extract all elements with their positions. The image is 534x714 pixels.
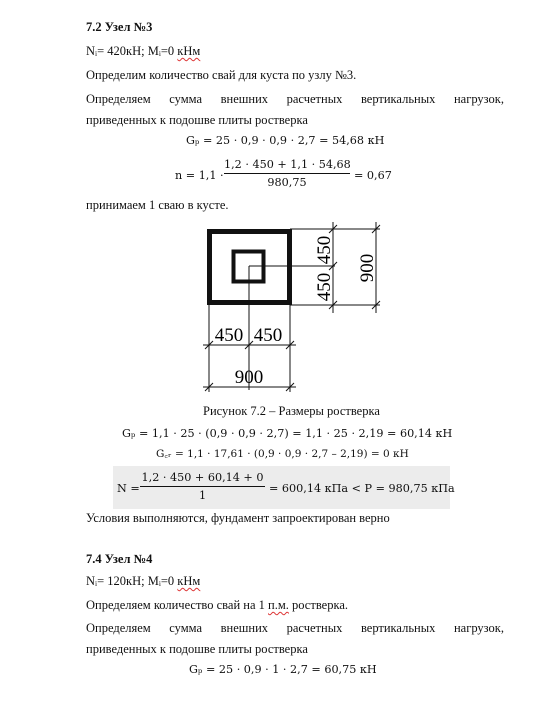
sum-line-2-7-2: приведенных к подошве плиты ростверка	[86, 113, 308, 127]
dim-label-450-right: 450	[253, 325, 283, 346]
word: внешних	[220, 92, 269, 106]
fraction-bar	[140, 486, 265, 487]
n-formula-rhs: = 0,67	[354, 169, 392, 182]
n-check-rhs: = 600,14 кПа < P = 980,75 кПа	[269, 482, 455, 495]
load-m-unit: кНм	[177, 44, 201, 58]
pile-count-line-7-4	[86, 598, 348, 613]
load-m-text: Mᵢ=0	[147, 44, 178, 58]
n-check-lhs: N =	[117, 482, 140, 495]
n-check-denominator: 1	[198, 489, 207, 502]
section-heading-7-2: 7.2 Узел №3	[86, 20, 153, 34]
dim-label-450-left: 450	[214, 325, 244, 346]
n-formula-denominator: 980,75	[267, 176, 307, 189]
word: вертикальных	[360, 92, 436, 106]
word: Определяем	[86, 621, 151, 635]
word: расчетных	[286, 92, 343, 106]
dim-label-900-right: 900	[357, 253, 378, 283]
dim-label-900-bottom: 900	[234, 367, 264, 388]
n-check-numerator: 1,2 · 450 + 60,14 + 0	[141, 471, 264, 484]
word: нагрузок,	[453, 92, 504, 106]
word: сумма	[169, 92, 203, 106]
gp-formula-2: Gₚ = 1,1 · 25 · (0,9 · 0,9 · 2,7) = 1,1 · 25 · 2,19 = 60,14 кН	[122, 427, 453, 440]
n-formula-numerator: 1,2 · 450 + 1,1 · 54,68	[224, 158, 351, 171]
pile-count-suffix: ростверка.	[288, 598, 349, 612]
pile-count-pm: п.м.	[268, 598, 289, 612]
word: расчетных	[286, 621, 343, 635]
section-heading-7-4: 7.4 Узел №4	[86, 552, 153, 566]
word: сумма	[169, 621, 203, 635]
ggr-formula: G꜀ᵣ = 1,1 · 17,61 · (0,9 · 0,9 · 2,7 – 2,19) = 0 кН	[156, 448, 409, 460]
n-formula-lhs: n = 1,1 ·	[175, 169, 224, 182]
sum-line-2-7-4: приведенных к подошве плиты ростверка	[86, 642, 308, 656]
figure-caption: Рисунок 7.2 – Размеры ростверка	[203, 404, 380, 418]
gp-formula-7-2: Gₚ = 25 · 0,9 · 0,9 · 2,7 = 54,68 кН	[186, 134, 385, 147]
word: вертикальных	[360, 621, 436, 635]
gp-formula-7-4: Gₚ = 25 · 0,9 · 1 · 2,7 = 60,75 кН	[189, 663, 377, 676]
load-m-text: Mᵢ=0	[147, 574, 178, 588]
dim-label-450-right-bottom: 450	[314, 272, 335, 302]
load-n-text: Nᵢ= 420кН;	[86, 44, 148, 58]
dim-label-450-right-top: 450	[314, 235, 335, 265]
loads-line-7-4	[86, 574, 200, 589]
word: внешних	[220, 621, 269, 635]
load-n-text: Nᵢ= 120кН;	[86, 574, 148, 588]
conclusion-line: Условия выполняются, фундамент запроектирован верно	[86, 511, 390, 525]
word: Определяем	[86, 92, 151, 106]
sum-line-7-4	[86, 621, 504, 636]
accept-line: принимаем 1 сваю в кусте.	[86, 198, 229, 212]
pile-count-line: Определим количество свай для куста по узлу №3.	[86, 68, 357, 82]
word: нагрузок,	[453, 621, 504, 635]
pile-count-prefix: Определяем количество свай на 1	[86, 598, 269, 612]
load-m-unit: кНм	[177, 574, 201, 588]
